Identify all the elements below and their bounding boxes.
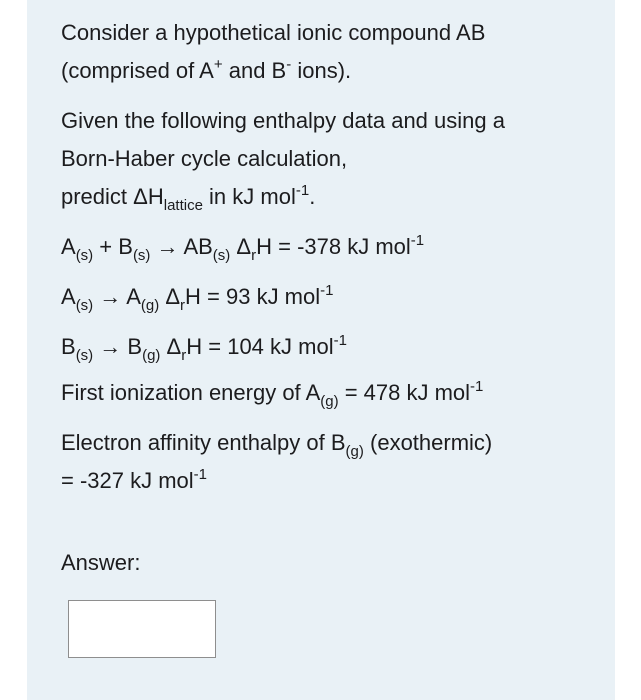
equation-3: [61, 328, 601, 366]
eq3-value: H = 104 kJ mol: [186, 334, 334, 359]
affinity-note: (exothermic): [363, 430, 493, 455]
eq1-a-state: (s): [75, 247, 94, 264]
intro-line-1: [61, 14, 601, 52]
eq1-b: + B: [93, 234, 133, 259]
affinity-state: (g): [345, 443, 364, 460]
eq1-b-state: (s): [132, 247, 151, 264]
eq3-b-state: (g): [142, 347, 161, 364]
eq1-c-state: (s): [212, 247, 231, 264]
predict-text-a: predict ΔH: [61, 184, 164, 209]
affinity-value: = -327 kJ mol: [61, 468, 194, 493]
predict-line: [61, 178, 601, 216]
affinity-line: [61, 424, 601, 462]
unit-exponent: -1: [295, 182, 310, 199]
ionization-value: = 478 kJ mol: [338, 380, 471, 405]
ionization-text: First ionization energy of A: [61, 380, 321, 405]
cation-charge: +: [213, 56, 223, 73]
intro-text-b: and B: [222, 58, 287, 83]
anion-charge: -: [286, 56, 292, 73]
eq3-a-state: (s): [75, 347, 94, 364]
ionization-line: [61, 374, 601, 412]
equation-2: [61, 278, 601, 316]
eq2-exp: -1: [320, 282, 334, 299]
affinity-exp: -1: [193, 466, 208, 483]
eq2-value: H = 93 kJ mol: [185, 284, 321, 309]
answer-input[interactable]: [68, 600, 216, 658]
intro-text-c: ions).: [291, 58, 352, 83]
given-text-2: Born-Haber cycle calculation,: [61, 146, 348, 171]
eq1-delta: Δ: [230, 234, 252, 259]
given-line-1: [61, 102, 601, 140]
eq2-b: → A: [93, 284, 141, 309]
predict-text-c: .: [309, 184, 316, 209]
eq1-c: → AB: [150, 234, 213, 259]
ionization-state: (g): [320, 393, 339, 410]
given-line-2: [61, 140, 601, 178]
eq3-b: → B: [93, 334, 143, 359]
question-content: [61, 14, 601, 582]
equation-1: [61, 228, 601, 266]
eq3-a: B: [61, 334, 76, 359]
affinity-value-line: [61, 462, 601, 500]
answer-label: [61, 544, 601, 582]
eq2-b-state: (g): [140, 297, 160, 314]
affinity-text: Electron affinity enthalpy of B: [61, 430, 346, 455]
eq3-exp: -1: [333, 332, 347, 349]
predict-text-b: in kJ mol: [202, 184, 296, 209]
eq1-value: H = -378 kJ mol: [256, 234, 411, 259]
eq2-a: A: [61, 284, 76, 309]
eq3-r-sub: r: [181, 347, 187, 364]
intro-text-a: (comprised of A: [61, 58, 214, 83]
ionization-exp: -1: [470, 378, 484, 395]
eq3-delta: Δ: [160, 334, 182, 359]
answer-label-text: Answer:: [61, 550, 141, 575]
eq2-a-state: (s): [75, 297, 94, 314]
lattice-subscript: lattice: [163, 197, 203, 214]
given-text: Given the following enthalpy data and using a: [61, 108, 505, 133]
eq2-r-sub: r: [180, 297, 186, 314]
eq1-a: A: [61, 234, 76, 259]
eq1-exp: -1: [410, 232, 425, 249]
intro-text: Consider a hypothetical ionic compound AB: [61, 20, 486, 45]
intro-line-2: [61, 52, 601, 90]
eq1-r-sub: r: [251, 247, 257, 264]
eq2-delta: Δ: [159, 284, 181, 309]
